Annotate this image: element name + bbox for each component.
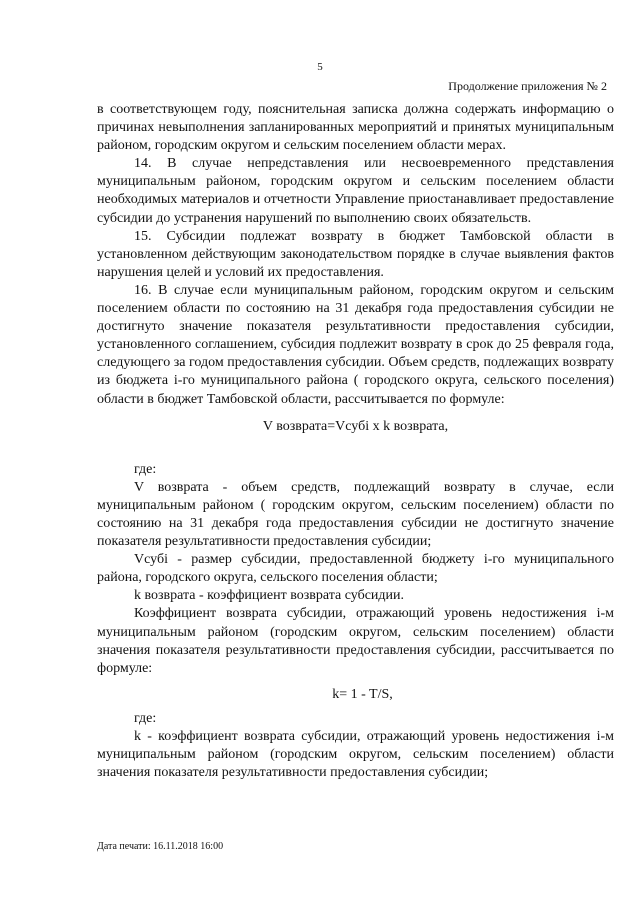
definition-k: k - коэффициент возврата субсидии, отражающий уровень недостижения i-м муниципальным районом (городским округом, сельским поселением) области значения показателя результативности предоставления субсидии; (97, 729, 614, 781)
paragraph-14: 14. В случае непредставления или несвоевременного представления муниципальным районом, городским округом и сельским поселением области необходимых материалов и отчетности Управление приостанавливает предоставление субсидии до устранения нарушений по выполнению своих обязательств. (97, 156, 614, 226)
page-number: 5 (317, 61, 323, 73)
print-date-footer: Дата печати: 16.11.2018 16:00 (97, 841, 224, 852)
definition-v-refund: V возврата - объем средств, подлежащий возврату в случае, если муниципальным районом ( городским округом, сельским поселением) области по состоянию на 31 декабря года предоставления субсидии не достигнуто значение показателя результативности предоставления субсидии; (97, 479, 614, 550)
definition-k-refund: k возврата - коэффициент возврата субсидии. (134, 588, 405, 604)
document-body (97, 101, 614, 782)
formula-refund-volume: V возврата=Vсубі x k возврата, (262, 418, 449, 434)
where-label-2: где: (134, 710, 157, 726)
where-label-1: где: (134, 461, 157, 477)
paragraph-15: 15. Субсидии подлежат возврату в бюджет Тамбовской области в установленном действующим законодательством порядке в случае выявления фактов нарушения целей и условий их предоставления. (97, 228, 614, 280)
formula-coefficient: k= 1 - T/S, (332, 686, 393, 702)
continuation-label: Продолжение приложения № 2 (448, 79, 607, 93)
paragraph-continued: в соответствующем году, пояснительная записка должна содержать информацию о причинах невыполнения запланированных мероприятий и принятых муниципальным районом, городским округом и сельским поселением области мерах. (97, 102, 614, 154)
definition-v-subsidy: Vсубі - размер субсидии, предоставленной бюджету i-го муниципального района, городского округа, сельского поселения области; (97, 552, 614, 586)
paragraph-coefficient: Коэффициент возврата субсидии, отражающий уровень недостижения i-м муниципальным районом (городским округом, сельским поселением) области значения показателя результативности предоставления субсидии, рассчитывается по формуле: (97, 606, 614, 676)
paragraph-16: 16. В случае если муниципальным районом, городским округом и сельским поселением области по состоянию на 31 декабря года предоставления субсидии не достигнуто значение показателя результативности предоставления субсидии, установленного соглашением, субсидия подлежит возврату в срок до 25 февраля года, следующего за годом предоставления субсидии. Объем средств, подлежащих возврату из бюджета i-го муниципального района ( городского округа, сельского поселения) области в бюджет Тамбовской области, рассчитывается по формуле: (97, 282, 614, 407)
